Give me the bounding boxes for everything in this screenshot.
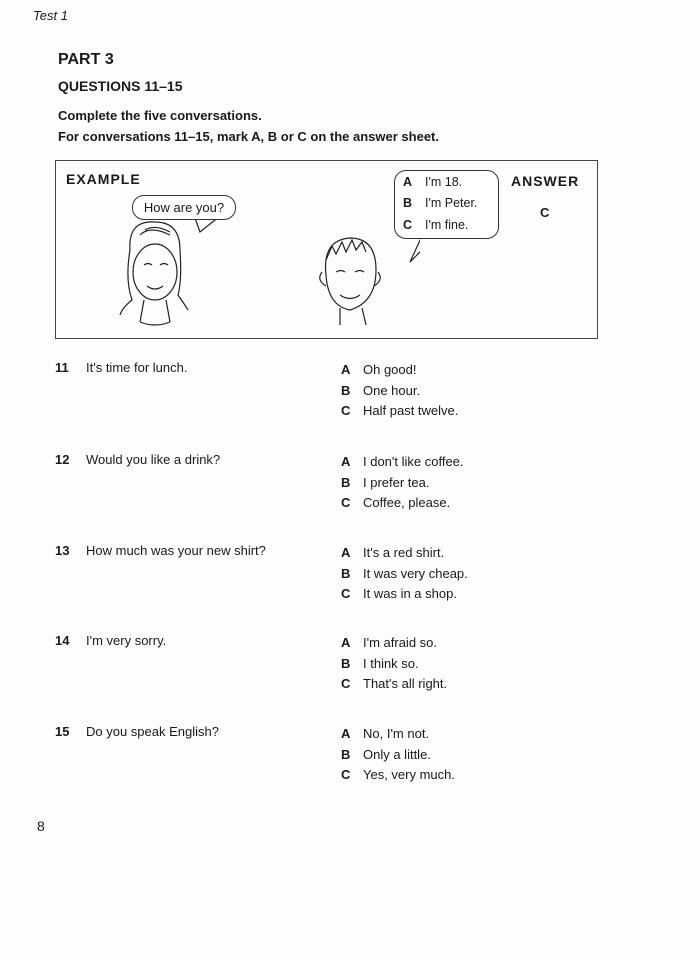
speech-bubble-tail-icon xyxy=(195,216,420,262)
question-number: 13 xyxy=(55,543,70,558)
answer-option[interactable] xyxy=(341,475,429,490)
option-letter: B xyxy=(341,746,351,762)
example-illustration xyxy=(100,210,420,335)
question-text: Do you speak English? xyxy=(86,724,219,739)
example-option xyxy=(403,196,477,210)
option-letter: C xyxy=(341,676,351,691)
answer-option[interactable] xyxy=(341,747,431,762)
question-text: I'm very sorry. xyxy=(86,633,167,648)
running-head: Test 1 xyxy=(33,8,68,23)
option-letter: A xyxy=(341,545,351,560)
option-letter: B xyxy=(341,382,351,398)
answer-option[interactable] xyxy=(341,676,447,691)
option-text: No, I'm not. xyxy=(363,726,430,741)
option-text: It was very cheap. xyxy=(363,565,468,581)
answer-option[interactable] xyxy=(341,383,420,398)
option-letter: B xyxy=(341,474,351,490)
answer-option[interactable] xyxy=(341,362,417,377)
option-letter: C xyxy=(403,218,413,232)
option-letter: C xyxy=(341,767,351,782)
option-text: I prefer tea. xyxy=(363,474,430,490)
option-letter: A xyxy=(403,175,413,189)
question-number: 14 xyxy=(55,633,70,648)
option-text: I don't like coffee. xyxy=(363,454,464,469)
question-number: 11 xyxy=(55,360,69,375)
option-text: I'm fine. xyxy=(425,218,469,232)
option-text: Yes, very much. xyxy=(363,767,456,782)
option-text: Coffee, please. xyxy=(363,495,451,510)
option-letter: B xyxy=(341,655,351,671)
example-answer: C xyxy=(540,205,550,220)
example-option xyxy=(403,175,462,189)
questions-heading: QUESTIONS 11–15 xyxy=(58,78,183,94)
option-text: Oh good! xyxy=(363,362,417,377)
option-letter: C xyxy=(341,403,351,418)
answer-option[interactable] xyxy=(341,586,457,601)
option-text: That's all right. xyxy=(363,676,448,691)
option-text: It was in a shop. xyxy=(363,586,457,601)
answer-option[interactable] xyxy=(341,495,450,510)
example-options-bubble xyxy=(394,170,499,239)
woman-face-icon xyxy=(120,222,188,325)
part-title: PART 3 xyxy=(58,51,114,68)
example-label: EXAMPLE xyxy=(66,171,141,187)
man-face-icon xyxy=(320,238,381,325)
option-letter: C xyxy=(341,586,351,601)
question-text: Would you like a drink? xyxy=(86,452,221,467)
question-number: 12 xyxy=(55,452,70,467)
option-letter: C xyxy=(341,495,351,510)
option-text: I'm afraid so. xyxy=(363,635,438,650)
option-letter: A xyxy=(341,454,351,469)
page-number: 8 xyxy=(37,818,45,834)
answer-option[interactable] xyxy=(341,656,419,671)
option-letter: B xyxy=(403,196,413,210)
instruction-line: Complete the five conversations. xyxy=(58,108,262,123)
answer-option[interactable] xyxy=(341,403,458,418)
question-text: It's time for lunch. xyxy=(86,360,188,375)
answer-option[interactable] xyxy=(341,726,429,741)
option-text: I'm 18. xyxy=(425,175,463,189)
answer-option[interactable] xyxy=(341,635,437,650)
option-text: One hour. xyxy=(363,382,421,398)
option-letter: A xyxy=(341,726,351,741)
option-letter: A xyxy=(341,635,351,650)
question-text: How much was your new shirt? xyxy=(86,543,266,558)
answer-option[interactable] xyxy=(341,566,468,581)
option-letter: A xyxy=(341,362,351,377)
option-text: It's a red shirt. xyxy=(363,545,445,560)
question-number: 15 xyxy=(55,724,70,739)
example-option xyxy=(403,218,468,232)
example-prompt-bubble: How are you? xyxy=(132,195,236,220)
option-text: I'm Peter. xyxy=(425,196,478,210)
answer-option[interactable] xyxy=(341,454,464,469)
option-text: Half past twelve. xyxy=(363,403,459,418)
answer-option[interactable] xyxy=(341,767,455,782)
instruction-line: For conversations 11–15, mark A, B or C on the answer sheet. xyxy=(58,129,439,144)
answer-label: ANSWER xyxy=(511,173,580,189)
option-letter: B xyxy=(341,565,351,581)
option-text: I think so. xyxy=(363,655,419,671)
answer-option[interactable] xyxy=(341,545,444,560)
option-text: Only a little. xyxy=(363,746,431,762)
